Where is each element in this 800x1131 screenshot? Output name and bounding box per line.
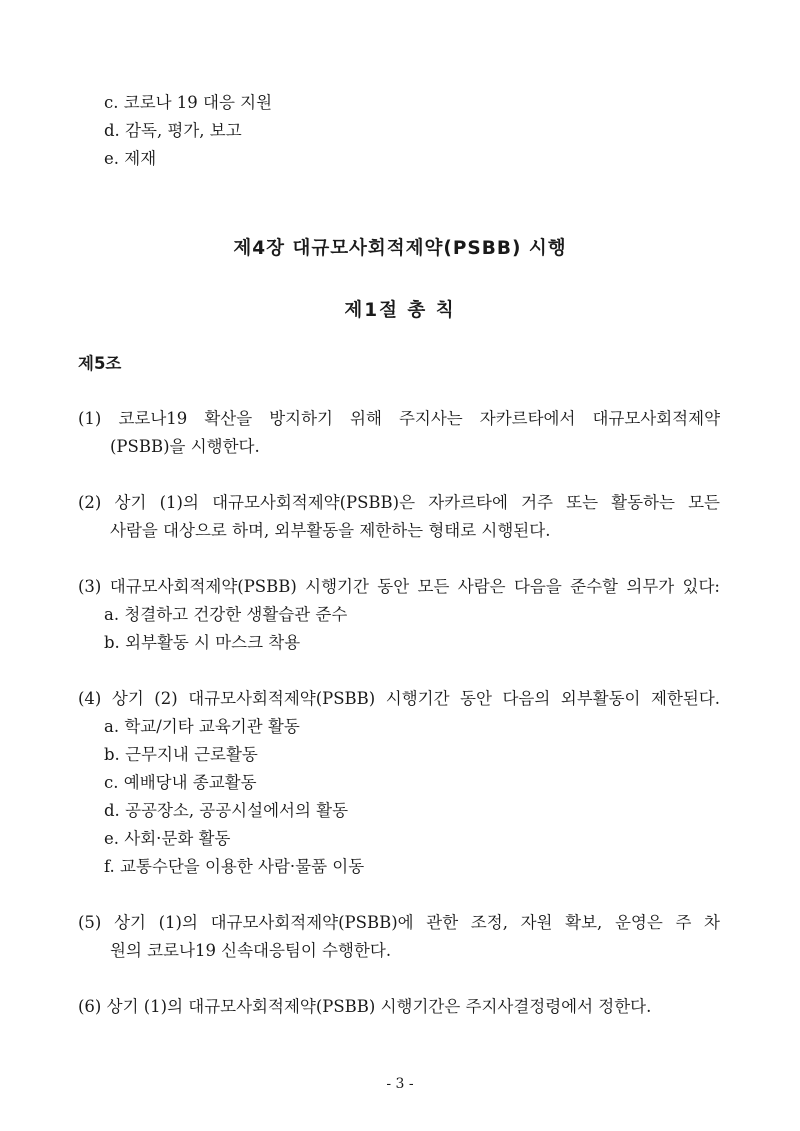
list-marker: e. — [104, 149, 120, 168]
list-marker: e. — [104, 829, 120, 848]
list-text: 예배당내 종교활동 — [123, 773, 257, 792]
chapter-title: 제4장 대규모사회적제약(PSBB) 시행 — [233, 238, 567, 259]
clause-6-line-1 — [78, 996, 651, 1018]
article-title: 제5조 — [78, 354, 122, 373]
clause-3-line-1 — [78, 576, 720, 598]
list-item — [104, 120, 242, 142]
clause-number: (3) — [78, 577, 102, 596]
list-item — [104, 92, 272, 114]
clause-5-line-1 — [78, 912, 720, 934]
clause-4-line-1 — [78, 688, 720, 710]
list-item — [104, 856, 364, 878]
list-marker: d. — [104, 121, 120, 140]
list-item — [104, 632, 300, 654]
list-item — [104, 604, 347, 626]
list-item — [104, 828, 230, 850]
list-text: 감독, 평가, 보고 — [125, 121, 242, 140]
clause-number: (2) — [78, 493, 102, 512]
page-number: - 3 - — [386, 1076, 414, 1092]
list-text: 청결하고 건강한 생활습관 준수 — [124, 605, 348, 624]
clause-text: 코로나19 확산을 방지하기 위해 주지사는 자카르타에서 대규모사회적제약 — [118, 409, 721, 428]
clause-2-line-2: 사람을 대상으로 하며, 외부활동을 제한하는 형태로 시행된다. — [110, 521, 551, 540]
list-marker: c. — [104, 93, 119, 112]
list-marker: a. — [104, 605, 120, 624]
list-item — [104, 744, 258, 766]
list-text: 사회·문화 활동 — [124, 829, 231, 848]
clause-2-line-1 — [78, 492, 720, 514]
clause-1-line-1 — [78, 408, 720, 430]
list-item — [104, 716, 300, 738]
list-marker: c. — [104, 773, 119, 792]
clause-text: 상기 (1)의 대규모사회적제약(PSBB) 시행기간은 주지사결정령에서 정한다. — [106, 997, 652, 1016]
clause-1-line-2: (PSBB)을 시행한다. — [110, 437, 260, 456]
list-text: 교통수단을 이용한 사람·물품 이동 — [120, 857, 365, 876]
clause-5-line-2: 원의 코로나19 신속대응팀이 수행한다. — [110, 941, 392, 960]
list-text: 학교/기타 교육기관 활동 — [124, 717, 300, 736]
list-text: 공공장소, 공공시설에서의 활동 — [125, 801, 349, 820]
clause-number: (1) — [78, 409, 102, 428]
clause-text: 상기 (2) 대규모사회적제약(PSBB) 시행기간 동안 다음의 외부활동이 제한된다. — [111, 689, 721, 708]
list-text: 코로나 19 대응 지원 — [123, 93, 273, 112]
list-item — [104, 148, 156, 170]
list-text: 외부활동 시 마스크 착용 — [125, 633, 301, 652]
list-marker: f. — [104, 857, 115, 876]
clause-number: (5) — [78, 913, 102, 932]
list-marker: d. — [104, 801, 120, 820]
clause-text: 대규모사회적제약(PSBB) 시행기간 동안 모든 사람은 다음을 준수할 의무가 있다: — [109, 577, 720, 596]
clause-number: (4) — [78, 689, 102, 708]
list-text: 제재 — [124, 149, 157, 168]
list-item — [104, 772, 257, 794]
clause-text: 상기 (1)의 대규모사회적제약(PSBB)은 자카르타에 거주 또는 활동하는 모든 — [114, 493, 720, 512]
section-title: 제1절 총 칙 — [344, 300, 456, 321]
list-item — [104, 800, 348, 822]
list-marker: b. — [104, 745, 120, 764]
list-text: 근무지내 근로활동 — [125, 745, 258, 764]
clause-text: 상기 (1)의 대규모사회적제약(PSBB)에 관한 조정, 자원 확보, 운영은 주 차 — [114, 913, 721, 932]
clause-number: (6) — [78, 997, 102, 1016]
list-marker: a. — [104, 717, 120, 736]
list-marker: b. — [104, 633, 120, 652]
